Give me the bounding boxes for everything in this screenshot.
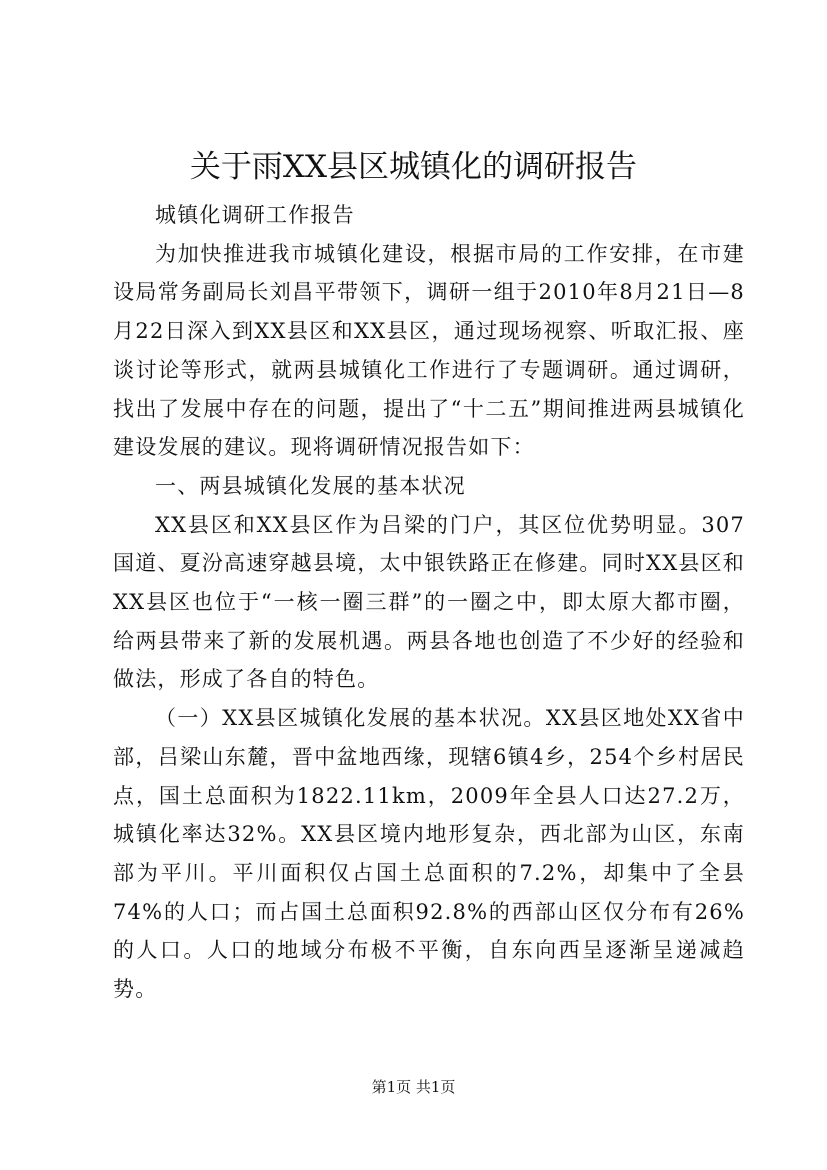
- intro-paragraph: 为加快推进我市城镇化建设，根据市局的工作安排，在市建设局常务副局长刘昌平带领下，调研一组于2010年8月21日—8月22日深入到XX县区和XX县区，通过现场视察、听取汇报、座谈讨论等形式，就两县城镇化工作进行了专题调研。通过调研，找出了发展中存在的问题，提出了“十二五”期间推进两县城镇化建设发展的建议。现将调研情况报告如下：: [113, 241, 745, 460]
- section-heading: 一、两县城镇化发展的基本状况: [155, 473, 466, 498]
- subtitle-paragraph: 城镇化调研工作报告: [155, 203, 355, 227]
- status-paragraph: （一）XX县区城镇化发展的基本状况。XX县区地处XX省中部，吕梁山东麓，晋中盆地西缘，现辖6镇4乡，254个乡村居民点，国土总面积为1822.11km，2009年全县人口达27.2万，城镇化率达32%。XX县区境内地形复杂，西北部为山区，东南部为平川。平川面积仅占国土总面积的7.2%，却集中了全县74%的人口；而占国土总面积92.8%的西部山区仅分布有26%的人口。人口的地域分布极不平衡，自东向西呈逐渐呈递减趋势。: [113, 706, 745, 1002]
- page-number-footer: 第1页 共1页: [371, 1078, 456, 1096]
- document-title: 关于雨XX县区城镇化的调研报告: [189, 149, 638, 185]
- document-body: [113, 196, 745, 1009]
- location-paragraph: XX县区和XX县区作为吕梁的门户，其区位优势明显。307国道、夏汾高速穿越县境，太中银铁路正在修建。同时XX县区和XX县区也位于“一核一圈三群”的一圈之中，即太原大都市圈，给两县带来了新的发展机遇。两县各地也创造了不少好的经验和做法，形成了各自的特色。: [113, 512, 745, 692]
